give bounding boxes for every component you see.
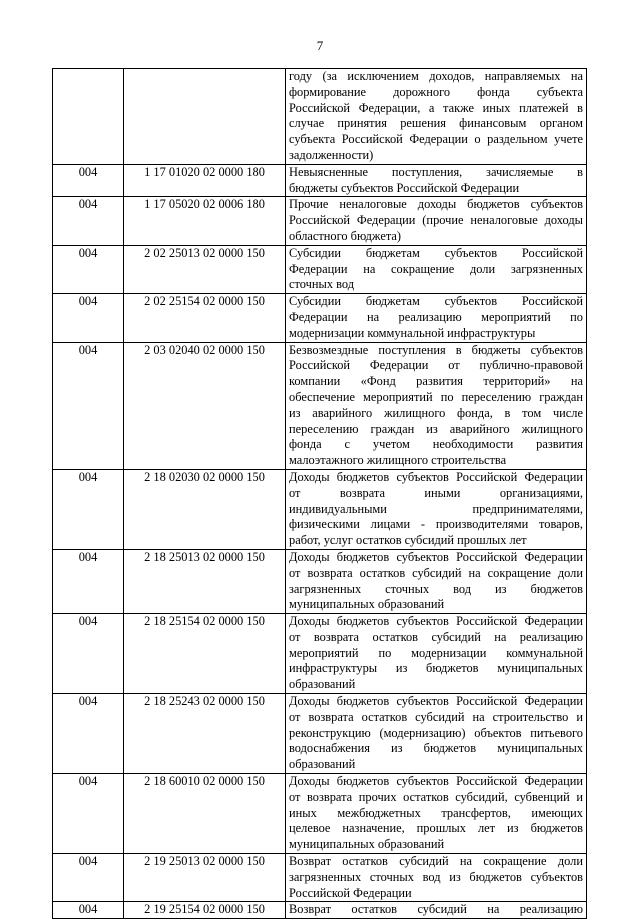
- revenue-name-line: образований: [289, 677, 356, 692]
- revenue-name-line: от возврата остатков субсидий на реализацию: [289, 629, 583, 644]
- table-row: [53, 197, 587, 245]
- admin-code-cell: 004: [53, 774, 124, 854]
- revenue-name-line: фонда с учетом необходимости развития: [289, 437, 583, 452]
- budget-classification-code-cell: 2 18 02030 02 0000 150: [124, 469, 286, 549]
- revenue-name-line: образований: [289, 757, 356, 772]
- revenue-name-line: мероприятий по модернизации коммунальной: [289, 645, 583, 660]
- admin-code-cell: 004: [53, 197, 124, 245]
- revenue-name-line: водоснабжения из бюджетов муниципальных: [289, 741, 583, 756]
- budget-classification-code-cell: 2 03 02040 02 0000 150: [124, 342, 286, 469]
- revenue-name-line: субъекта Российской Федерации о раздельном учете: [289, 132, 583, 147]
- revenue-name-line: Доходы бюджетов субъектов Российской Федерации: [289, 774, 583, 789]
- admin-code-cell: 004: [53, 614, 124, 694]
- revenue-name-cell: [286, 294, 587, 342]
- revenue-name-line: малоэтажного жилищного строительства: [289, 453, 507, 468]
- admin-code-cell: 004: [53, 342, 124, 469]
- admin-code-cell: 004: [53, 469, 124, 549]
- table-row: [53, 469, 587, 549]
- revenue-name-line: от возврата прочих остатков субсидий, субвенций и: [289, 789, 583, 804]
- revenue-name-cell: [286, 69, 587, 165]
- revenue-name-line: целевое назначение, прошлых лет из бюджетов: [289, 821, 583, 836]
- admin-code-cell: 004: [53, 549, 124, 613]
- revenue-name-line: Доходы бюджетов субъектов Российской Федерации: [289, 469, 583, 484]
- admin-code-cell: 004: [53, 245, 124, 293]
- admin-code-cell: [53, 69, 124, 165]
- budget-classification-code-cell: 2 18 60010 02 0000 150: [124, 774, 286, 854]
- revenue-name-line: реконструкцию (модернизацию) объектов питьевого: [289, 725, 583, 740]
- revenue-codes-table: [52, 68, 587, 919]
- revenue-name-cell: [286, 902, 587, 919]
- page-number: 7: [316, 38, 324, 53]
- table-row: [53, 245, 587, 293]
- revenue-name-line: переселению граждан из аварийного жилищного: [289, 421, 583, 436]
- revenue-name-line: Доходы бюджетов субъектов Российской Федерации: [289, 614, 583, 629]
- revenue-name-line: Доходы бюджетов субъектов Российской Федерации: [289, 694, 583, 709]
- table-row: [53, 854, 587, 902]
- revenue-name-cell: [286, 342, 587, 469]
- budget-classification-code-cell: [124, 69, 286, 165]
- revenue-name-cell: [286, 854, 587, 902]
- revenue-name-line: муниципальных образований: [289, 597, 445, 612]
- budget-classification-code-cell: 2 19 25013 02 0000 150: [124, 854, 286, 902]
- revenue-name-cell: [286, 469, 587, 549]
- revenue-name-line: Российской Федерации (прочие неналоговые доходы: [289, 213, 583, 228]
- admin-code-cell: 004: [53, 902, 124, 919]
- revenue-name-line: Безвозмездные поступления в бюджеты субъектов: [289, 342, 583, 357]
- revenue-name-line: муниципальных образований: [289, 837, 445, 852]
- revenue-name-cell: [286, 774, 587, 854]
- revenue-name-line: Российской Федерации: [289, 885, 412, 900]
- admin-code-cell: 004: [53, 164, 124, 197]
- revenue-name-line: Российской Федерации от публично-правовой: [289, 358, 583, 373]
- revenue-name-line: Субсидии бюджетам субъектов Российской: [289, 245, 583, 260]
- revenue-name-line: Прочие неналоговые доходы бюджетов субъектов: [289, 197, 583, 212]
- revenue-name-cell: [286, 164, 587, 197]
- revenue-name-line: компании «Фонд развития территорий» на: [289, 374, 583, 389]
- revenue-name-line: от возврата остатков субсидий на сокращение доли: [289, 565, 583, 580]
- revenue-name-cell: [286, 549, 587, 613]
- revenue-name-cell: [286, 614, 587, 694]
- table-row: [53, 774, 587, 854]
- revenue-name-line: работ, услуг остатков субсидий прошлых лет: [289, 533, 527, 548]
- revenue-name-line: Доходы бюджетов субъектов Российской Федерации: [289, 549, 583, 564]
- revenue-name-line: Возврат остатков субсидий на реализацию: [289, 902, 583, 917]
- revenue-name-cell: [286, 694, 587, 774]
- revenue-name-cell: [286, 245, 587, 293]
- revenue-name-line: загрязненных сточных вод из бюджетов субъектов: [289, 869, 583, 884]
- revenue-name-line: бюджеты субъектов Российской Федерации: [289, 180, 520, 195]
- revenue-name-line: Федерации на сокращение доли загрязненных: [289, 261, 583, 276]
- table-row: [53, 164, 587, 197]
- revenue-name-line: формирование дорожного фонда субъекта: [289, 84, 583, 99]
- revenue-name-line: физическими лицами - производителями товаров,: [289, 517, 583, 532]
- revenue-name-line: загрязненных сточных вод из бюджетов: [289, 581, 583, 596]
- table-row: [53, 614, 587, 694]
- revenue-name-line: индивидуальными предпринимателями,: [289, 501, 583, 516]
- table-row: [53, 549, 587, 613]
- budget-classification-code-cell: 2 02 25013 02 0000 150: [124, 245, 286, 293]
- revenue-name-line: модернизации коммунальной инфраструктуры: [289, 325, 536, 340]
- admin-code-cell: 004: [53, 854, 124, 902]
- table-body: [53, 69, 587, 919]
- budget-classification-code-cell: 2 18 25243 02 0000 150: [124, 694, 286, 774]
- revenue-name-line: из аварийного жилищного фонда, в том числе: [289, 405, 583, 420]
- revenue-name-line: областного бюджета): [289, 228, 402, 243]
- revenue-name-line: иных межбюджетных трансфертов, имеющих: [289, 805, 583, 820]
- budget-classification-code-cell: 2 19 25154 02 0000 150: [124, 902, 286, 919]
- budget-classification-code-cell: 2 18 25013 02 0000 150: [124, 549, 286, 613]
- revenue-name-line: обеспечение мероприятий по переселению граждан: [289, 389, 583, 404]
- table-row: [53, 342, 587, 469]
- budget-classification-code-cell: 2 02 25154 02 0000 150: [124, 294, 286, 342]
- table-row: [53, 902, 587, 919]
- table-row: [53, 694, 587, 774]
- revenue-name-line: Невыясненные поступления, зачисляемые в: [289, 164, 583, 179]
- revenue-name-line: Субсидии бюджетам субъектов Российской: [289, 294, 583, 309]
- table-row: [53, 294, 587, 342]
- admin-code-cell: 004: [53, 694, 124, 774]
- revenue-name-line: задолженности): [289, 147, 374, 162]
- revenue-name-line: случае принятия решения финансовым органом: [289, 116, 583, 131]
- revenue-name-line: от возврата иными организациями,: [289, 485, 583, 500]
- revenue-name-line: Российской Федерации, а также иных платежей в: [289, 100, 583, 115]
- revenue-name-line: году (за исключением доходов, направляемых на: [289, 69, 583, 83]
- table-row: [53, 69, 587, 165]
- revenue-name-cell: [286, 197, 587, 245]
- budget-classification-code-cell: 1 17 05020 02 0006 180: [124, 197, 286, 245]
- admin-code-cell: 004: [53, 294, 124, 342]
- revenue-name-line: инфраструктуры из бюджетов муниципальных: [289, 661, 583, 676]
- budget-classification-code-cell: 2 18 25154 02 0000 150: [124, 614, 286, 694]
- revenue-name-line: Возврат остатков субсидий на сокращение доли: [289, 854, 583, 869]
- revenue-name-line: от возврата остатков субсидий на строительство и: [289, 709, 583, 724]
- budget-classification-code-cell: 1 17 01020 02 0000 180: [124, 164, 286, 197]
- revenue-name-line: Федерации на реализацию мероприятий по: [289, 309, 583, 324]
- revenue-name-line: сточных вод: [289, 277, 355, 292]
